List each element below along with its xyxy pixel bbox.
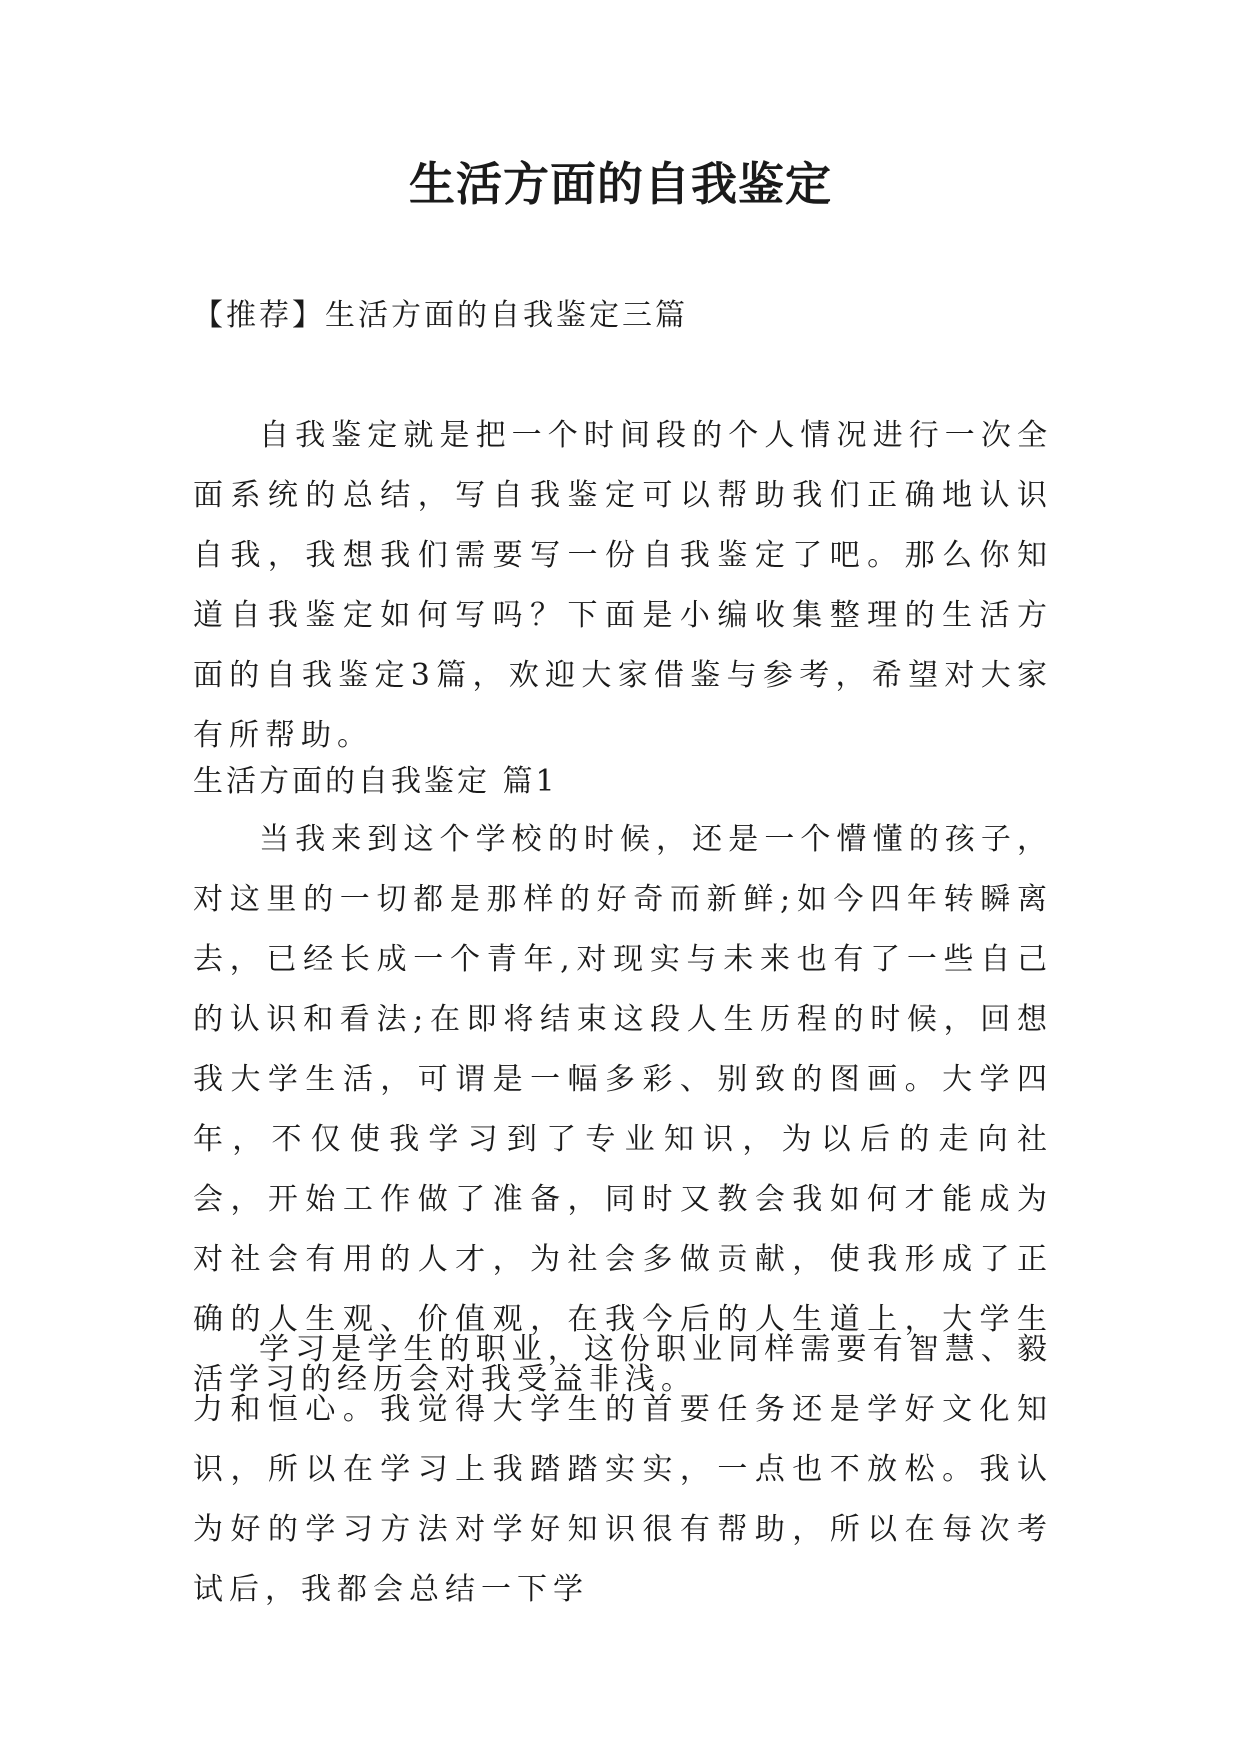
body-paragraph: 当我来到这个学校的时候，还是一个懵懂的孩子，对这里的一切都是那样的好奇而新鲜;如今四年转瞬离去，已经长成一个青年,对现实与未来也有了一些自己的认识和看法;在即将结束这段人生历程的时候，回想我大学生活，可谓是一幅多彩、别致的图画。大学四年，不仅使我学习到了专业知识，为以后的走向社会，开始工作做了准备，同时又教会我如何才能成为对社会有用的人才，为社会多做贡献，使我形成了正确的人生观、价值观，在我今后的人生道上，大学生活学习的经历会对我受益非浅。 [193, 822, 1053, 1397]
section-heading: 生活方面的自我鉴定 篇1 [193, 764, 558, 799]
document-title: 生活方面的自我鉴定 [409, 157, 832, 211]
document-subtitle: 【推荐】生活方面的自我鉴定三篇 [193, 298, 688, 333]
body-paragraph: 学习是学生的职业，这份职业同样需要有智慧、毅力和恒心。我觉得大学生的首要任务还是学好文化知识，所以在学习上我踏踏实实，一点也不放松。我认为好的学习方法对学好知识很有帮助，所以在每次考试后，我都会总结一下学 [193, 1332, 1053, 1607]
intro-paragraph: 自我鉴定就是把一个时间段的个人情况进行一次全面系统的总结，写自我鉴定可以帮助我们正确地认识自我，我想我们需要写一份自我鉴定了吧。那么你知道自我鉴定如何写吗？下面是小编收集整理的生活方面的自我鉴定3篇，欢迎大家借鉴与参考，希望对大家有所帮助。 [193, 418, 1053, 753]
